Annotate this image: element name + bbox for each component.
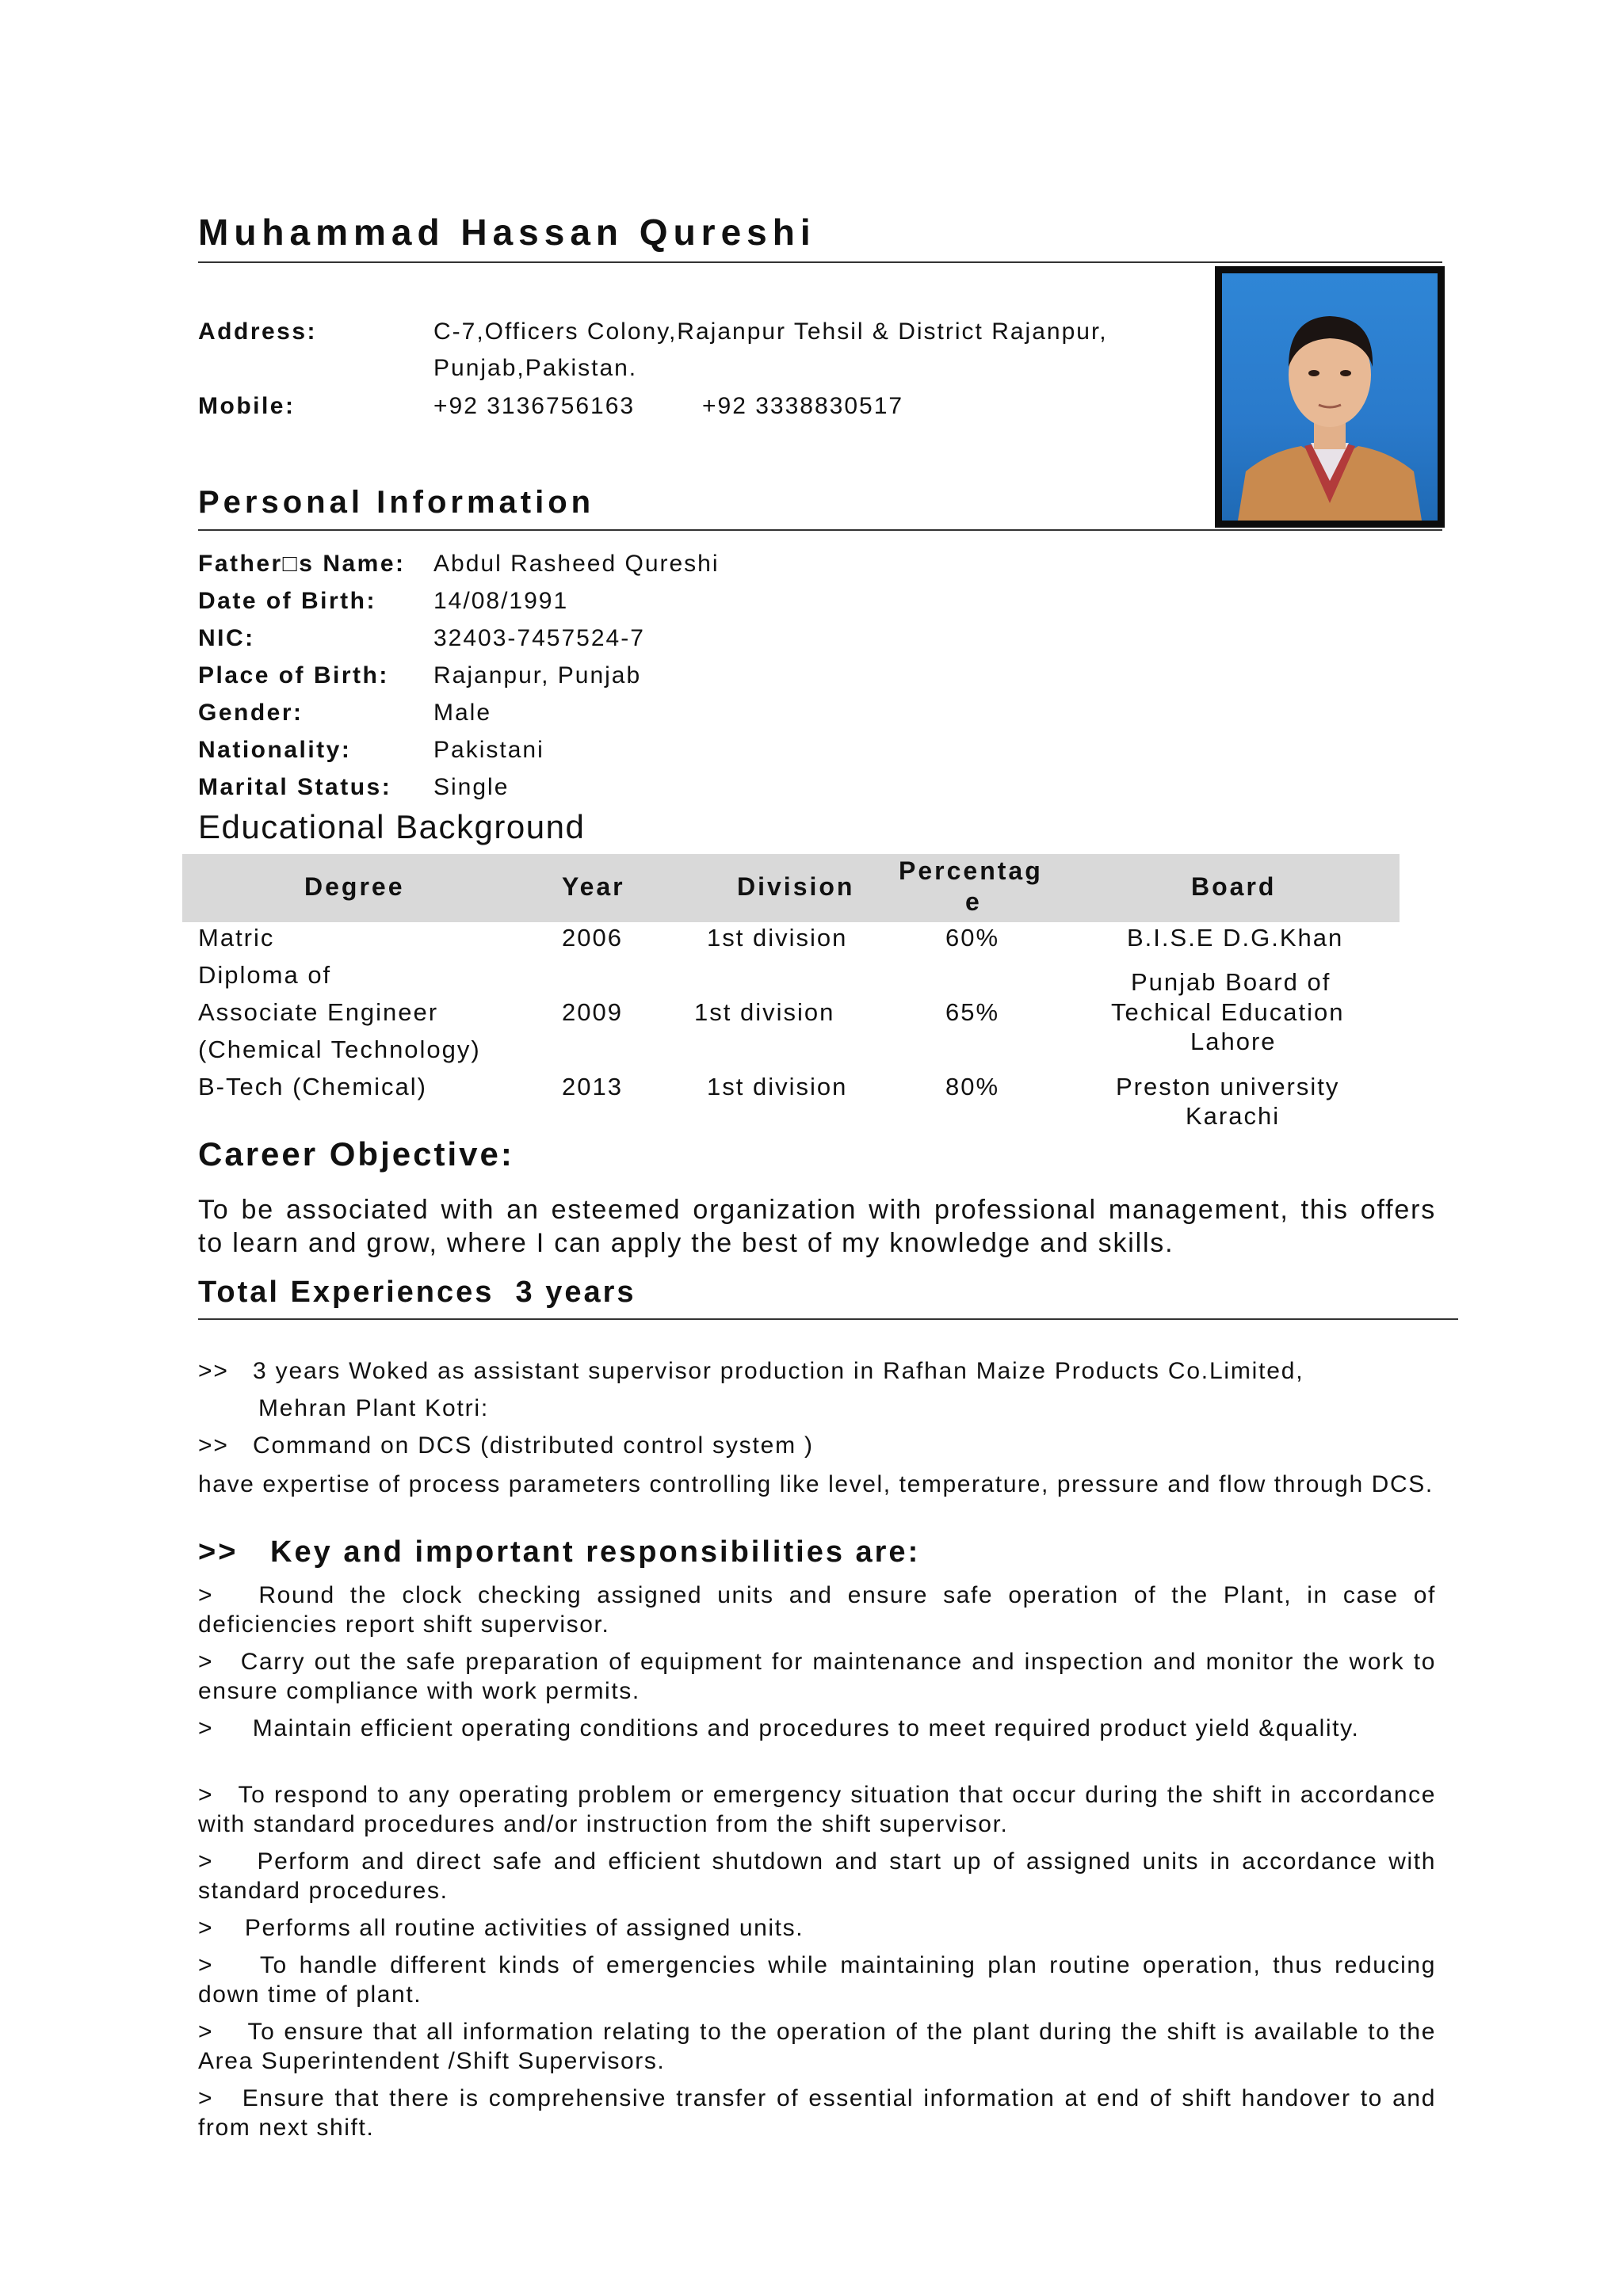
table-cell: 80% — [945, 1073, 1000, 1100]
career-objective-heading: Career Objective: — [198, 1135, 514, 1173]
experience-item: >> Command on DCS (distributed control system ) — [198, 1432, 814, 1459]
table-cell: 1st division — [694, 998, 835, 1026]
table-cell: 1st division — [707, 924, 848, 952]
responsibility-item: > Round the clock checking assigned units and ensure safe operation of the Plant, in case of deficiencies report shift supervisor. — [198, 1582, 1444, 1638]
column-header-year: Year — [562, 872, 625, 901]
table-cell: B-Tech (Chemical) — [198, 1073, 427, 1100]
table-cell: Diploma of — [198, 961, 332, 989]
career-objective-text: To be associated with an esteemed organization with professional management, this offers to learn and grow, where I can apply the best of my knowledge and skills. — [198, 1195, 1436, 1258]
personal-label: NIC: — [198, 625, 255, 651]
personal-value: Male — [433, 700, 492, 726]
column-header-division: Division — [737, 872, 855, 901]
table-cell: (Chemical Technology) — [198, 1035, 481, 1063]
table-cell: 2013 — [562, 1073, 623, 1100]
responsibility-item: > To ensure that all information relating to the operation of the plant during the shift is available to the Area Superintendent /Shift Supervisors. — [198, 2019, 1443, 2074]
personal-label: Date of Birth: — [198, 588, 376, 614]
column-header-board: Board — [1191, 872, 1277, 901]
name-underline — [198, 261, 1442, 263]
responsibility-item: > Carry out the safe preparation of equipment for maintenance and inspection and monitor the work to ensure compliance with work permits. — [198, 1649, 1444, 1704]
person-portrait-icon — [1222, 273, 1438, 521]
table-cell: Associate Engineer — [198, 998, 439, 1026]
address-line-2: Punjab,Pakistan. — [433, 355, 638, 381]
mobile-number-2: +92 3338830517 — [702, 393, 904, 419]
table-cell: 2009 — [562, 998, 623, 1026]
expertise-text: have expertise of process parameters controlling like level, temperature, pressure and flow through DCS. — [198, 1471, 1434, 1497]
table-cell: Punjab Board of — [1131, 968, 1331, 996]
personal-label: Nationality: — [198, 737, 352, 763]
personal-info-heading: Personal Information — [198, 485, 595, 520]
column-header-percentage: Percentag — [899, 856, 1043, 885]
education-heading: Educational Background — [198, 808, 586, 845]
column-header-degree: Degree — [304, 872, 405, 901]
personal-value: Single — [433, 774, 510, 800]
candidate-name: Muhammad Hassan Qureshi — [198, 212, 816, 253]
responsibility-item: > Perform and direct safe and efficient shutdown and start up of assigned units in accordance with standard procedures. — [198, 1848, 1444, 1904]
experience-underline — [198, 1318, 1458, 1320]
personal-value: Rajanpur, Punjab — [433, 662, 642, 688]
table-cell: 1st division — [707, 1073, 848, 1100]
mobile-number-1: +92 3136756163 — [433, 393, 636, 419]
personal-value: 14/08/1991 — [433, 588, 569, 614]
responsibilities-heading: >> Key and important responsibilities are: — [198, 1535, 921, 1569]
personal-label: Marital Status: — [198, 774, 392, 800]
personal-label: Place of Birth: — [198, 662, 389, 688]
mobile-label: Mobile: — [198, 393, 296, 419]
personal-value: Abdul Rasheed Qureshi — [433, 551, 720, 577]
responsibility-item: > Maintain efficient operating conditions and procedures to meet required product yield &quality. — [198, 1715, 1360, 1741]
responsibility-item: > Performs all routine activities of assigned units. — [198, 1915, 804, 1941]
experience-item-continued: Mehran Plant Kotri: — [258, 1395, 489, 1421]
table-cell: 2006 — [562, 924, 623, 952]
table-cell: B.I.S.E D.G.Khan — [1127, 924, 1344, 952]
personal-label: Father□s Name: — [198, 551, 406, 577]
address-line-1: C-7,Officers Colony,Rajanpur Tehsil & District Rajanpur, — [433, 318, 1108, 345]
responsibility-item: > To handle different kinds of emergencies while maintaining plan routine operation, thus reducing down time of plant. — [198, 1952, 1444, 2008]
table-cell: Matric — [198, 924, 275, 952]
experience-heading: Total Experiences 3 years — [198, 1276, 636, 1309]
personal-value: 32403-7457524-7 — [433, 625, 645, 651]
column-header-percentage-wrap: e — [965, 887, 982, 916]
experience-item: >> 3 years Woked as assistant supervisor production in Rafhan Maize Products Co.Limited, — [198, 1358, 1304, 1384]
table-cell: Preston university — [1116, 1073, 1340, 1100]
address-label: Address: — [198, 318, 318, 345]
table-cell: 65% — [945, 998, 1000, 1026]
profile-photo — [1215, 266, 1445, 528]
table-cell: Lahore — [1190, 1028, 1277, 1055]
responsibility-item: > To respond to any operating problem or emergency situation that occur during the shift in accordance with standard procedures and/or instruction from the shift supervisor. — [198, 1782, 1444, 1837]
table-cell: Techical Education — [1111, 998, 1345, 1026]
responsibility-item: > Ensure that there is comprehensive transfer of essential information at end of shift handover to and from next shift. — [198, 2085, 1444, 2141]
personal-info-underline — [198, 529, 1442, 531]
table-cell: Karachi — [1186, 1102, 1281, 1130]
personal-value: Pakistani — [433, 737, 544, 763]
personal-label: Gender: — [198, 700, 304, 726]
table-cell: 60% — [945, 924, 1000, 952]
